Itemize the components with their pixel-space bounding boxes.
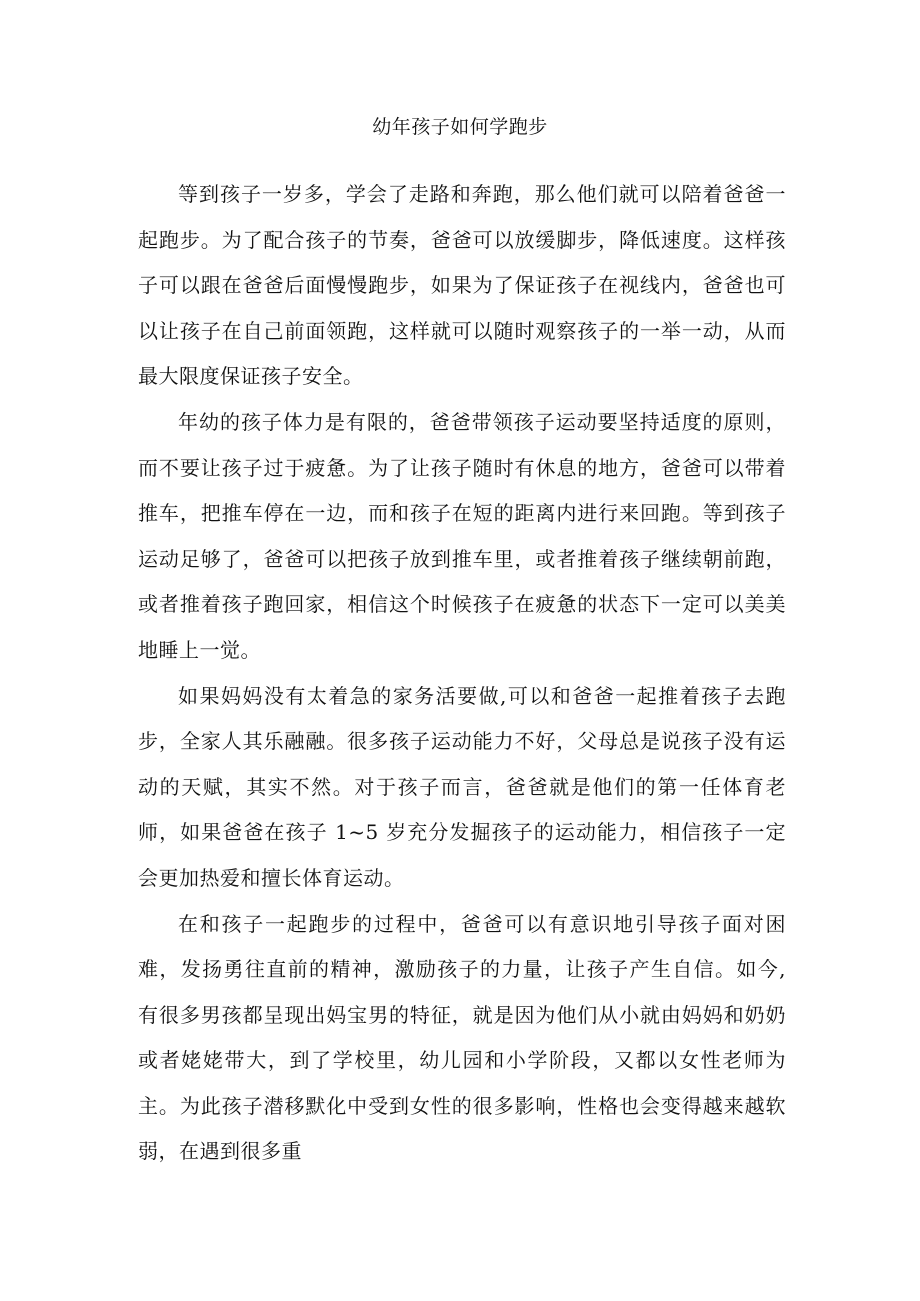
paragraph-1: 等到孩子一岁多，学会了走路和奔跑，那么他们就可以陪着爸爸一起跑步。为了配合孩子的节奏，爸爸可以放缓脚步，降低速度。这样孩子可以跟在爸爸后面慢慢跑步，如果为了保证孩子在视线内，爸爸也可以让孩子在自己前面领跑，这样就可以随时观察孩子的一举一动，从而最大限度保证孩子安全。 bbox=[138, 182, 786, 389]
paragraph-3: 如果妈妈没有太着急的家务活要做,可以和爸爸一起推着孩子去跑步，全家人其乐融融。很多孩子运动能力不好，父母总是说孩子没有运动的天赋，其实不然。对于孩子而言，爸爸就是他们的第一任体育老师，如果爸爸在孩子 1~5 岁充分发掘孩子的运动能力，相信孩子一定会更加热爱和擅长体育运动。 bbox=[138, 683, 786, 890]
document-body bbox=[138, 172, 786, 1175]
document-title: 幼年孩子如何学跑步 bbox=[372, 116, 548, 138]
paragraph-2: 年幼的孩子体力是有限的，爸爸带领孩子运动要坚持适度的原则，而不要让孩子过于疲惫。为了让孩子随时有休息的地方，爸爸可以带着推车，把推车停在一边，而和孩子在短的距离内进行来回跑。等到孩子运动足够了，爸爸可以把孩子放到推车里，或者推着孩子继续朝前跑，或者推着孩子跑回家，相信这个时候孩子在疲惫的状态下一定可以美美地睡上一觉。 bbox=[138, 409, 786, 662]
paragraph-4: 在和孩子一起跑步的过程中，爸爸可以有意识地引导孩子面对困难，发扬勇往直前的精神，激励孩子的力量，让孩子产生自信。如今, 有很多男孩都呈现出妈宝男的特征，就是因为他们从小就由妈妈和奶奶或者姥姥带大，到了学校里，幼儿园和小学阶段，又都以女性老师为主。为此孩子潜移默化中受到女性的很多影响，性格也会变得越来越软弱，在遇到很多重 bbox=[138, 911, 786, 1164]
